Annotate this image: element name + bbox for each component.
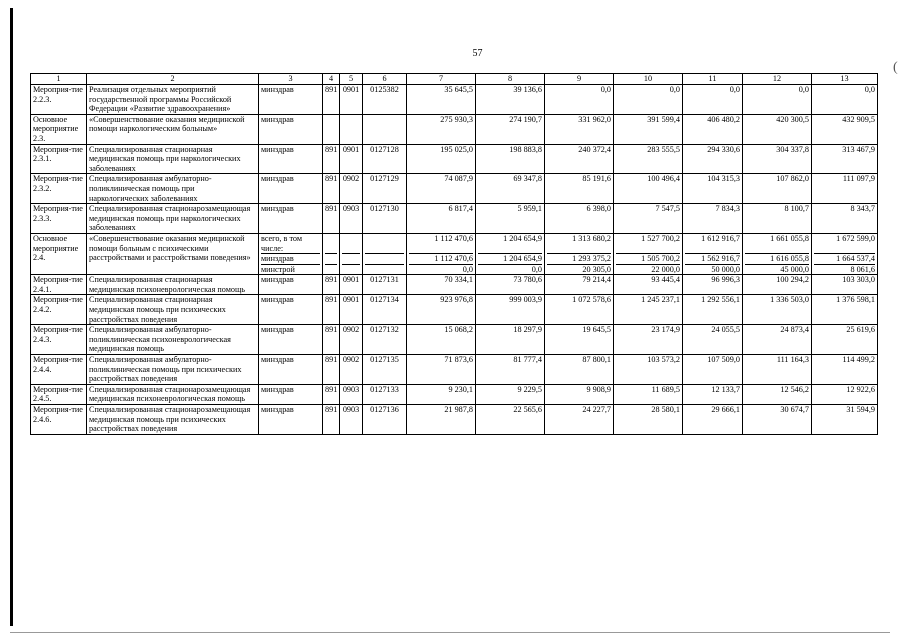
col-header-9: 9 [545, 74, 614, 85]
value-cell: 69 347,8 [476, 174, 545, 204]
value-total: 1 672 599,0 [836, 233, 875, 243]
table-row [31, 85, 878, 115]
value-cell: 107 862,0 [743, 174, 812, 204]
agency: минздрав [259, 114, 323, 144]
code-grbs [323, 114, 340, 144]
table-row [31, 275, 878, 295]
value-cell: 96 996,3 [683, 275, 743, 295]
agency: минздрав [259, 325, 323, 355]
activity-name: Реализация отдельных мероприятий государственной программы Российской Федерации «Развитие здравоохранения» [87, 85, 259, 115]
value-cell: 81 777,4 [476, 355, 545, 385]
activity-name: Специализированная стационарозамещающая медицинская психоневрологическая помощь [87, 384, 259, 404]
value-cell: 313 467,9 [812, 144, 878, 174]
code-csr: 0127133 [363, 384, 407, 404]
value-total: 1 112 470,6 [434, 233, 473, 243]
value-cell: 1 376 598,1 [812, 295, 878, 325]
budget-table [30, 73, 878, 435]
value-cell: 35 645,5 [407, 85, 476, 115]
value-cell: 12 133,7 [683, 384, 743, 404]
col-header-10: 10 [614, 74, 683, 85]
value-cell: 19 645,5 [545, 325, 614, 355]
value-cell: 111 097,9 [812, 174, 878, 204]
value-cell: 22 565,6 [476, 405, 545, 435]
code-grbs: 891 [323, 384, 340, 404]
col-header-11: 11 [683, 74, 743, 85]
code-csr [363, 114, 407, 144]
value-cell: 111 164,3 [743, 355, 812, 385]
value-minzdrav: 1 562 916,7 [685, 253, 740, 264]
col-header-13: 13 [812, 74, 878, 85]
activity-code: Основное мероприятие 2.3. [31, 114, 87, 144]
value-cell: 12 546,2 [743, 384, 812, 404]
value-cell: 283 555,5 [614, 144, 683, 174]
activity-code: Мероприя-тие 2.4.1. [31, 275, 87, 295]
agency: минздрав [259, 384, 323, 404]
code-rzpr: 0902 [340, 174, 363, 204]
value-cell: 29 666,1 [683, 405, 743, 435]
code-grbs: 891 [323, 144, 340, 174]
code-rzpr [340, 114, 363, 144]
value-cell: 391 599,4 [614, 114, 683, 144]
value-cell: 1 292 556,1 [683, 295, 743, 325]
code-csr: 0127131 [363, 275, 407, 295]
value-total: 1 661 055,8 [770, 233, 809, 243]
code-rzpr: 0902 [340, 355, 363, 385]
value-cell: 73 780,6 [476, 275, 545, 295]
value-total: 1 527 700,2 [641, 233, 680, 243]
col-header-3: 3 [259, 74, 323, 85]
page-number: 57 [472, 48, 483, 59]
agency-minstroy: минстрой [261, 264, 320, 275]
value-minstroy: 20 305,0 [547, 264, 611, 275]
value-cell: 100 496,4 [614, 174, 683, 204]
code-rzpr: 0901 [340, 275, 363, 295]
agency-stack [259, 233, 323, 274]
value-minzdrav: 1 505 700,2 [616, 253, 680, 264]
value-minstroy: 0,0 [409, 264, 473, 275]
activity-code: Мероприя-тие 2.4.2. [31, 295, 87, 325]
value-cell: 18 297,9 [476, 325, 545, 355]
value-cell: 9 229,5 [476, 384, 545, 404]
value-cell: 107 509,0 [683, 355, 743, 385]
code-csr: 0127132 [363, 325, 407, 355]
value-minstroy: 45 000,0 [745, 264, 809, 275]
value-cell: 85 191,6 [545, 174, 614, 204]
table-row [31, 405, 878, 435]
activity-name: Специализированная амбулаторно-поликлиническая помощь при психических расстройствах поведения [87, 355, 259, 385]
col-header-5: 5 [340, 74, 363, 85]
table-row-group [31, 233, 878, 274]
value-cell: 39 136,6 [476, 85, 545, 115]
table-row [31, 204, 878, 234]
table-row [31, 114, 878, 144]
value-cell: 999 003,9 [476, 295, 545, 325]
code-rzpr: 0903 [340, 405, 363, 435]
value-stack [743, 233, 812, 274]
value-cell: 87 800,1 [545, 355, 614, 385]
table-row [31, 355, 878, 385]
code-csr [363, 233, 407, 274]
code-rzpr: 0902 [340, 325, 363, 355]
value-cell: 23 174,9 [614, 325, 683, 355]
activity-name: Специализированная амбулаторно-поликлиническая психоневрологическая медицинская помощь [87, 325, 259, 355]
value-cell: 198 883,8 [476, 144, 545, 174]
code-grbs [323, 233, 340, 274]
value-cell: 103 573,2 [614, 355, 683, 385]
value-total: 1 204 654,9 [503, 233, 542, 243]
agency-total: всего, в том числе: [261, 233, 303, 253]
code-grbs: 891 [323, 85, 340, 115]
value-minzdrav: 1 204 654,9 [478, 253, 542, 264]
edge-mark: ( [893, 60, 898, 75]
value-cell: 74 087,9 [407, 174, 476, 204]
code-csr: 0125382 [363, 85, 407, 115]
value-minzdrav: 1 616 055,8 [745, 253, 809, 264]
value-cell: 240 372,4 [545, 144, 614, 174]
value-cell: 24 227,7 [545, 405, 614, 435]
table-row [31, 144, 878, 174]
table-row [31, 295, 878, 325]
col-header-6: 6 [363, 74, 407, 85]
value-cell: 1 336 503,0 [743, 295, 812, 325]
left-margin-bar [10, 8, 13, 626]
activity-name: Специализированная амбулаторно-поликлиническая помощь при наркологических заболеваниях [87, 174, 259, 204]
code-grbs: 891 [323, 355, 340, 385]
activity-name: Специализированная стационарозамещающая медицинская помощь при психических расстройствах поведения [87, 405, 259, 435]
value-cell: 923 976,8 [407, 295, 476, 325]
value-minstroy: 22 000,0 [616, 264, 680, 275]
code-csr: 0127134 [363, 295, 407, 325]
value-stack [812, 233, 878, 274]
value-stack [683, 233, 743, 274]
value-total: 1 313 680,2 [572, 233, 611, 243]
activity-name: Специализированная стационарная медицинская психоневрологическая помощь [87, 275, 259, 295]
code-csr: 0127135 [363, 355, 407, 385]
code-grbs: 891 [323, 174, 340, 204]
value-cell: 70 334,1 [407, 275, 476, 295]
value-minzdrav: 1 664 537,4 [814, 253, 875, 264]
value-cell: 9 908,9 [545, 384, 614, 404]
agency: минздрав [259, 405, 323, 435]
activity-name: «Совершенствование оказания медицинской помощи больным с психическими расстройствами и расстройствами поведения» [87, 233, 259, 274]
code-csr: 0127128 [363, 144, 407, 174]
value-cell: 8 343,7 [812, 204, 878, 234]
col-header-8: 8 [476, 74, 545, 85]
code-grbs: 891 [323, 204, 340, 234]
value-minstroy: 0,0 [478, 264, 542, 275]
value-cell: 104 315,3 [683, 174, 743, 204]
activity-code: Мероприя-тие 2.4.6. [31, 405, 87, 435]
col-header-7: 7 [407, 74, 476, 85]
activity-code: Мероприя-тие 2.3.2. [31, 174, 87, 204]
value-cell: 12 922,6 [812, 384, 878, 404]
value-stack [614, 233, 683, 274]
code-csr: 0127129 [363, 174, 407, 204]
value-cell: 0,0 [683, 85, 743, 115]
agency: минздрав [259, 295, 323, 325]
value-cell: 9 230,1 [407, 384, 476, 404]
value-cell: 25 619,6 [812, 325, 878, 355]
value-cell: 274 190,7 [476, 114, 545, 144]
value-minzdrav: 1 112 470,6 [409, 253, 473, 264]
activity-code: Мероприя-тие 2.3.1. [31, 144, 87, 174]
activity-name: «Совершенствование оказания медицинской помощи наркологическим больным» [87, 114, 259, 144]
table-row [31, 174, 878, 204]
value-cell: 15 068,2 [407, 325, 476, 355]
activity-name: Специализированная стационарная медицинская помощь при психических расстройствах поведения [87, 295, 259, 325]
value-cell: 71 873,6 [407, 355, 476, 385]
code-rzpr: 0903 [340, 384, 363, 404]
value-total: 1 612 916,7 [701, 233, 740, 243]
code-grbs: 891 [323, 405, 340, 435]
activity-code: Мероприя-тие 2.4.5. [31, 384, 87, 404]
value-cell: 93 445,4 [614, 275, 683, 295]
agency: минздрав [259, 275, 323, 295]
value-cell: 31 594,9 [812, 405, 878, 435]
activity-name: Специализированная стационарозамещающая медицинская помощь при наркологических заболеваниях [87, 204, 259, 234]
value-stack [476, 233, 545, 274]
value-minstroy: 8 061,6 [814, 264, 875, 275]
code-rzpr: 0901 [340, 295, 363, 325]
value-minstroy: 50 000,0 [685, 264, 740, 275]
value-cell: 24 873,4 [743, 325, 812, 355]
value-cell: 1 245 237,1 [614, 295, 683, 325]
col-header-2: 2 [87, 74, 259, 85]
value-stack [407, 233, 476, 274]
code-rzpr: 0901 [340, 144, 363, 174]
table-row [31, 384, 878, 404]
activity-code: Мероприя-тие 2.4.4. [31, 355, 87, 385]
value-cell: 5 959,1 [476, 204, 545, 234]
value-cell: 294 330,6 [683, 144, 743, 174]
code-grbs: 891 [323, 325, 340, 355]
value-cell: 21 987,8 [407, 405, 476, 435]
code-csr: 0127130 [363, 204, 407, 234]
value-minzdrav: 1 293 375,2 [547, 253, 611, 264]
value-cell: 0,0 [545, 85, 614, 115]
agency: минздрав [259, 355, 323, 385]
agency: минздрав [259, 144, 323, 174]
activity-name: Специализированная стационарная медицинская помощь при наркологических заболеваниях [87, 144, 259, 174]
value-cell: 331 962,0 [545, 114, 614, 144]
value-cell: 0,0 [614, 85, 683, 115]
value-cell: 6 398,0 [545, 204, 614, 234]
agency: минздрав [259, 85, 323, 115]
code-grbs: 891 [323, 275, 340, 295]
value-stack [545, 233, 614, 274]
value-cell: 8 100,7 [743, 204, 812, 234]
agency-minzdrav: минздрав [261, 253, 320, 264]
value-cell: 6 817,4 [407, 204, 476, 234]
code-rzpr: 0901 [340, 85, 363, 115]
table-row [31, 325, 878, 355]
value-cell: 7 834,3 [683, 204, 743, 234]
code-rzpr [340, 233, 363, 274]
col-header-1: 1 [31, 74, 87, 85]
value-cell: 1 072 578,6 [545, 295, 614, 325]
value-cell: 28 580,1 [614, 405, 683, 435]
value-cell: 7 547,5 [614, 204, 683, 234]
header-row [31, 74, 878, 85]
col-header-12: 12 [743, 74, 812, 85]
col-header-4: 4 [323, 74, 340, 85]
activity-code: Мероприя-тие 2.3.3. [31, 204, 87, 234]
bottom-divider [10, 632, 890, 633]
value-cell: 30 674,7 [743, 405, 812, 435]
value-cell: 195 025,0 [407, 144, 476, 174]
value-cell: 11 689,5 [614, 384, 683, 404]
activity-code: Мероприя-тие 2.4.3. [31, 325, 87, 355]
value-cell: 420 300,5 [743, 114, 812, 144]
value-cell: 275 930,3 [407, 114, 476, 144]
value-cell: 79 214,4 [545, 275, 614, 295]
agency: минздрав [259, 204, 323, 234]
activity-code: Мероприя-тие 2.2.3. [31, 85, 87, 115]
value-cell: 432 909,5 [812, 114, 878, 144]
code-rzpr: 0903 [340, 204, 363, 234]
code-grbs: 891 [323, 295, 340, 325]
value-cell: 100 294,2 [743, 275, 812, 295]
activity-code: Основное мероприятие 2.4. [31, 233, 87, 274]
value-cell: 406 480,2 [683, 114, 743, 144]
value-cell: 24 055,5 [683, 325, 743, 355]
value-cell: 304 337,8 [743, 144, 812, 174]
agency: минздрав [259, 174, 323, 204]
value-cell: 103 303,0 [812, 275, 878, 295]
code-csr: 0127136 [363, 405, 407, 435]
value-cell: 0,0 [743, 85, 812, 115]
value-cell: 0,0 [812, 85, 878, 115]
value-cell: 114 499,2 [812, 355, 878, 385]
